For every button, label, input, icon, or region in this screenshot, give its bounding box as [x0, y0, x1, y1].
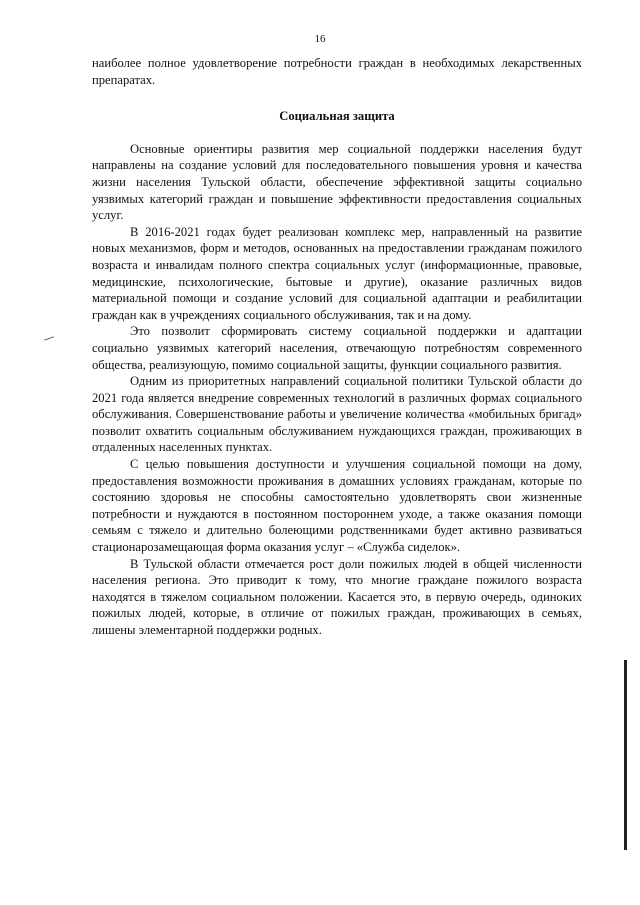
paragraph-1: Основные ориентиры развития мер социальной поддержки населения будут направлены на создание условий для последовательного повышения уровня и качества жизни населения Тульской области, обеспечение эффективной защиты социально уязвимых категорий граждан и повышение эффективности предоставления социальных услуг. [92, 141, 582, 223]
document-body [92, 55, 582, 639]
scan-edge-line [624, 660, 627, 850]
paragraph-4: Одним из приоритетных направлений социальной политики Тульской области до 2021 года является внедрение современных технологий в различных формах социального обслуживания. Совершенствование работы и увеличение количества «мобильных бригад» позволит охватить социальным обслуживанием нуждающихся граждан, проживающих в отдаленных населенных пунктах. [92, 374, 582, 455]
paragraph-2: В 2016-2021 годах будет реализован комплекс мер, направленный на развитие новых механизмов, форм и методов, основанных на предоставлении гражданам пожилого возраста и инвалидам полного спектра социальных услуг (информационные, правовые, медицинские, психологические, бытовые и другие), оказание различных видов материальной помощи и создание условий для социальной адаптации и реабилитации граждан как в учреждениях социального обслуживания, так и на дому. [92, 224, 582, 322]
intro-paragraph: наиболее полное удовлетворение потребности граждан в необходимых лекарственных препаратах. [92, 56, 582, 87]
paragraph-5: С целью повышения доступности и улучшения социальной помощи на дому, предоставления возможности проживания в домашних условиях гражданам, которые по состоянию здоровья не способны самостоятельно удовлетворять свои жизненные потребности и нуждаются в постоянном постороннем уходе, а также оказания помощи семьям с тяжело и длительно болеющими родственниками будет активно развиваться стационарозамещающая форма оказания услуг – «Служба сиделок». [92, 457, 582, 555]
page-number: 16 [314, 33, 326, 45]
section-title: Социальная защита [279, 109, 395, 124]
paragraph-3: Это позволит сформировать систему социальной поддержки и адаптации социально уязвимых категорий населения, отвечающую потребностям современного общества, реализующую, помимо социальной защиты, функции социального развития. [92, 324, 582, 372]
scan-mark [44, 336, 54, 340]
paragraph-6: В Тульской области отмечается рост доли пожилых людей в общей численности населения региона. Это приводит к тому, что многие граждане пожилого возраста находятся в тяжелом социальном положении. Касается это, в первую очередь, одиноких пожилых людей, которые, в отличие от пожилых граждан, проживающих в семьях, лишены элементарной поддержки родных. [92, 556, 582, 637]
